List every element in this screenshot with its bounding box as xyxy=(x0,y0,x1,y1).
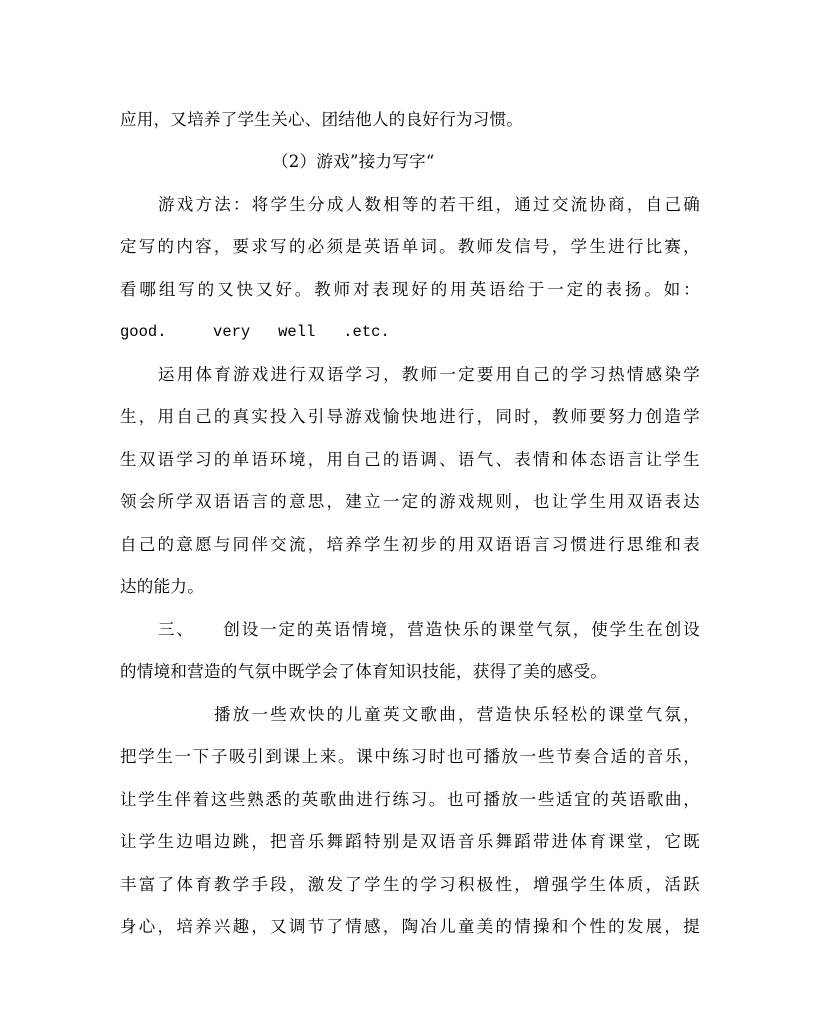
section-heading: （2）游戏”接力写字“ xyxy=(272,152,435,171)
text-line: 达的能力。 xyxy=(120,577,204,596)
text-line: 的情境和营造的气氛中既学会了体育知识技能，获得了美的感受。 xyxy=(120,662,608,681)
text-line: 游戏方法：将学生分成人数相等的若干组，通过交流协商，自己确 xyxy=(158,195,700,214)
text-line: 播放一些欢快的儿童英文歌曲，营造快乐轻松的课堂气氛， xyxy=(214,705,700,724)
text-line: 定写的内容，要求写的必须是英语单词。教师发信号，学生进行比赛， xyxy=(120,237,700,256)
text-line: 应用，又培养了学生关心、团结他人的良好行为习惯。 xyxy=(120,110,524,129)
text-line: 把学生一下子吸引到课上来。课中练习时也可播放一些节奏合适的音乐， xyxy=(120,747,700,766)
text-line: 领会所学双语语言的意思，建立一定的游戏规则，也让学生用双语表达 xyxy=(120,492,700,511)
text-line: 运用体育游戏进行双语学习，教师一定要用自己的学习热情感染学 xyxy=(158,365,700,384)
text-line: 让学生边唱边跳，把音乐舞蹈特别是双语音乐舞蹈带进体育课堂，它既 xyxy=(120,832,700,851)
text-line: 自己的意愿与同伴交流，培养学生初步的用双语语言习惯进行思维和表 xyxy=(120,535,700,554)
text-line: 看哪组写的又快又好。教师对表现好的用英语给于一定的表扬。如： xyxy=(120,280,700,299)
text-line: 身心，培养兴趣，又调节了情感，陶冶儿童美的情操和个性的发展，提 xyxy=(120,917,700,936)
text-line: 生，用自己的真实投入引导游戏愉快地进行，同时，教师要努力创造学 xyxy=(120,407,700,426)
text-line: 丰富了体育教学手段，激发了学生的学习积极性，增强学生体质，活跃 xyxy=(120,875,700,894)
text-line: 生双语学习的单语环境，用自己的语调、语气、表情和体态语言让学生 xyxy=(120,450,700,469)
text-line: 让学生伴着这些熟悉的英歌曲进行练习。也可播放一些适宜的英语歌曲， xyxy=(120,790,700,809)
section-three-heading: 三、 创设一定的英语情境，营造快乐的课堂气氛，使学生在创设 xyxy=(158,620,700,639)
english-example-line: good. very well .etc. xyxy=(120,323,390,341)
